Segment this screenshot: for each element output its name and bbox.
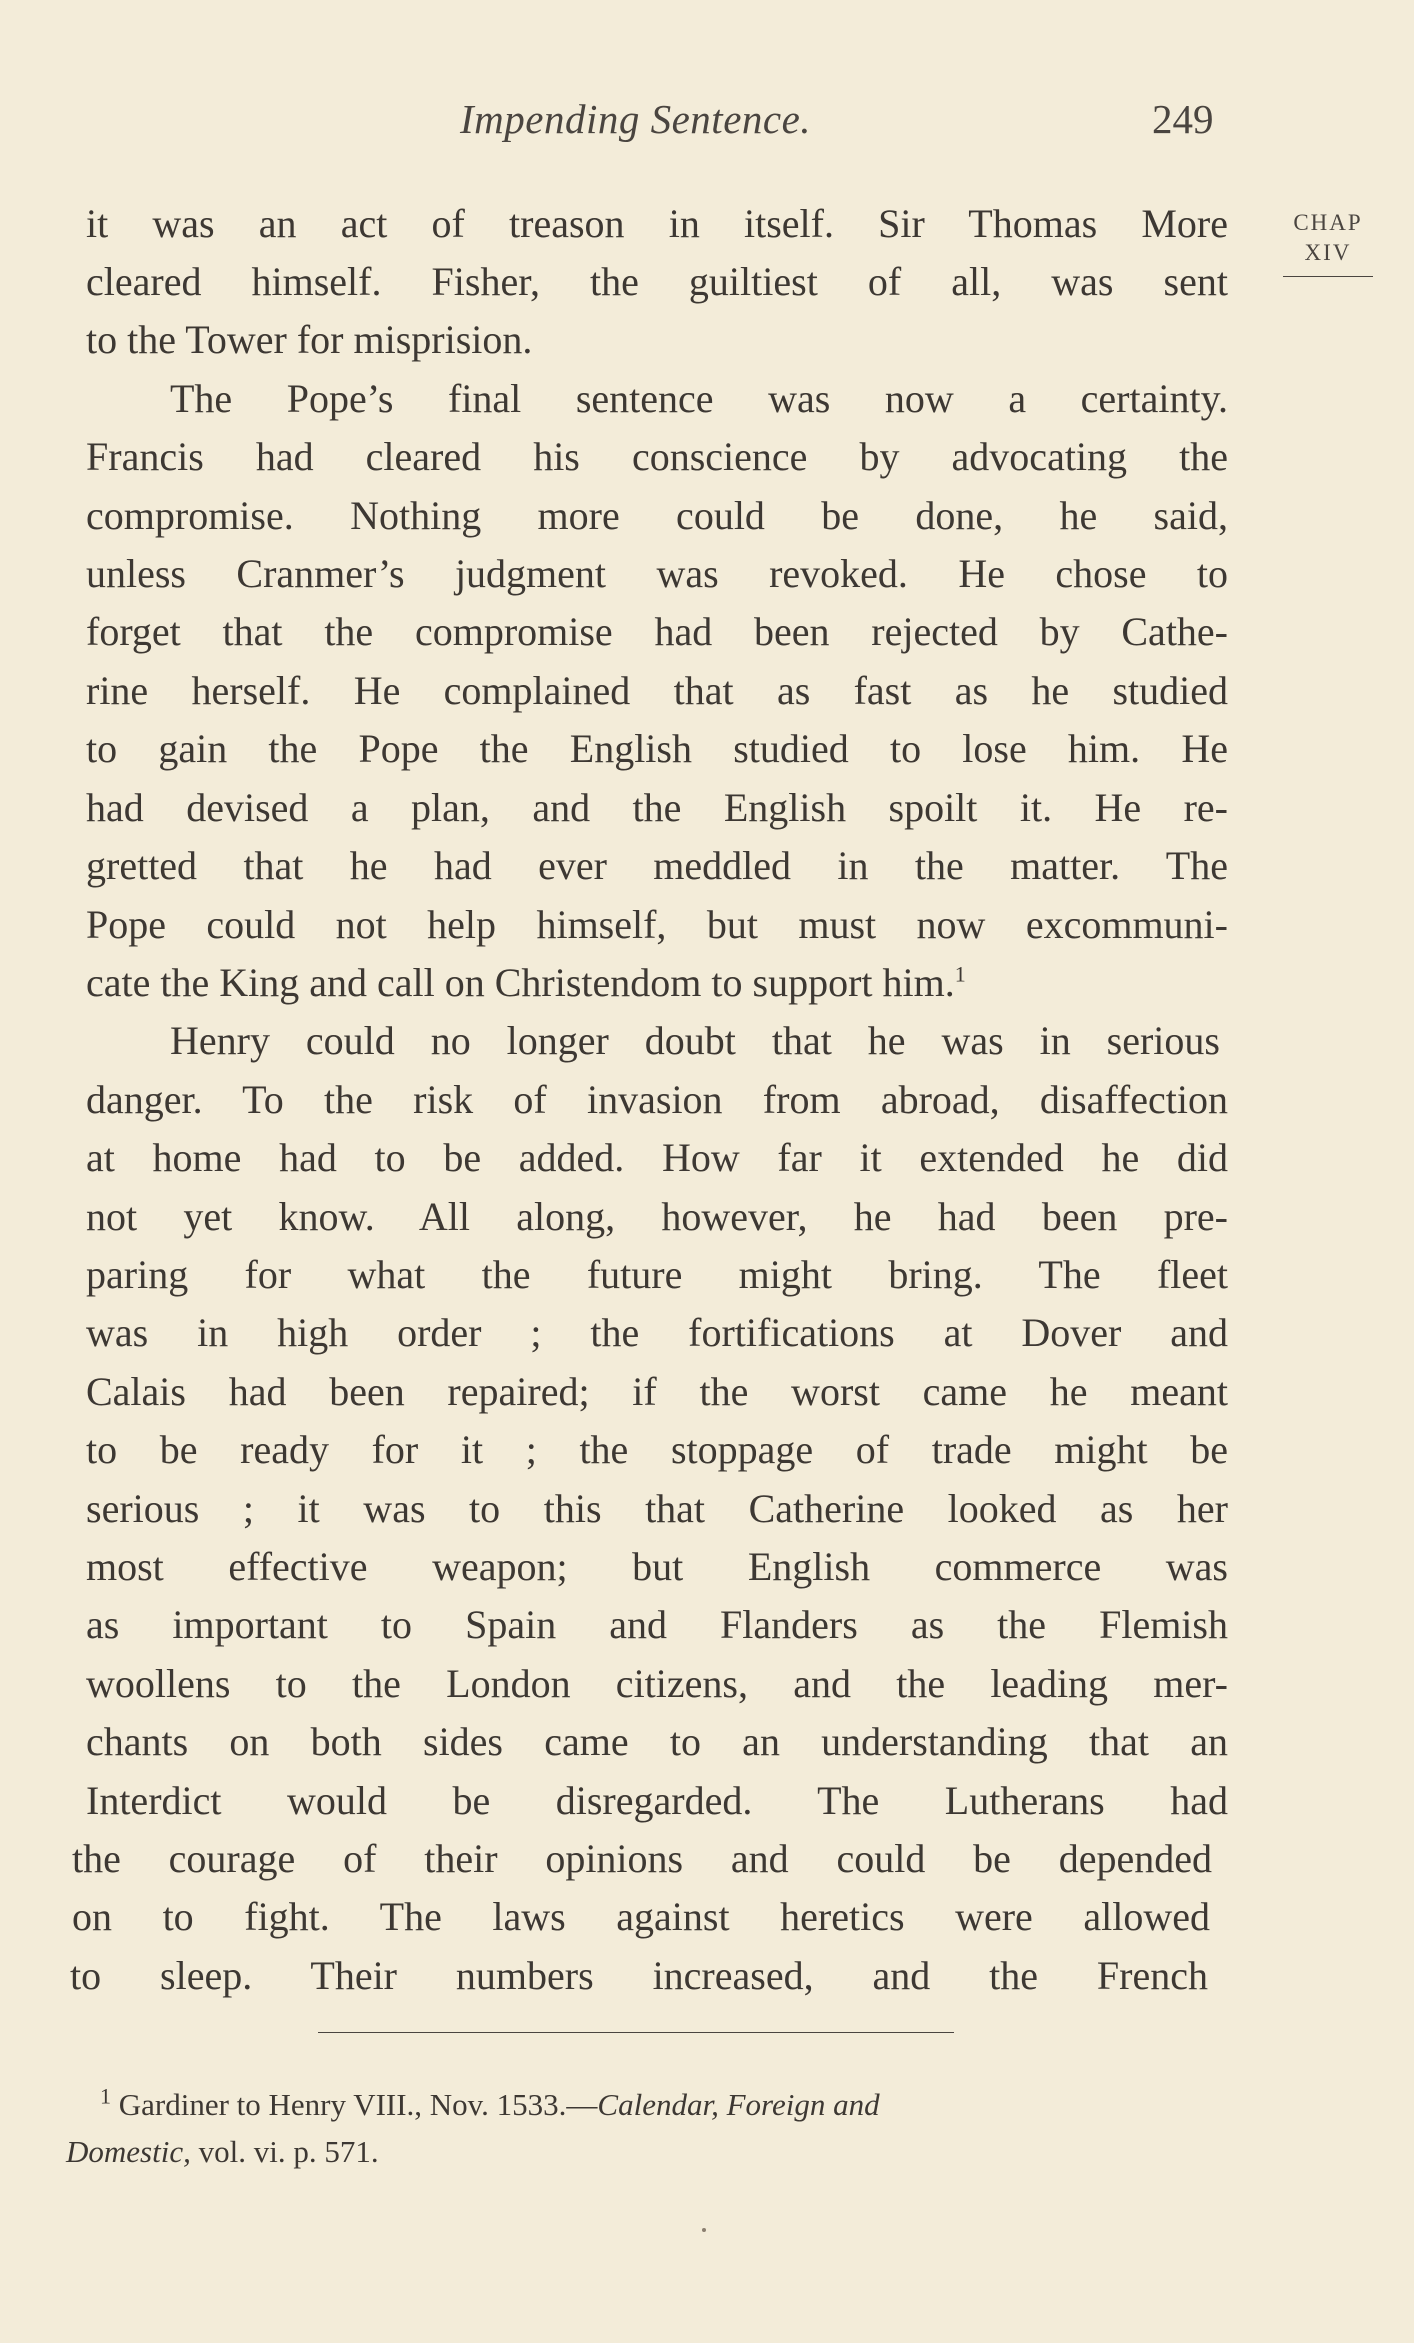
body-line: gretted that he had ever meddled in the matter. The — [86, 843, 1228, 888]
body-line: cleared himself. Fisher, the guiltiest of all, was sent — [86, 259, 1228, 304]
running-head-title: Impending Sentence. — [460, 96, 812, 142]
body-line: paring for what the future might bring. The fleet — [86, 1252, 1228, 1297]
body-line: serious ; it was to this that Catherine looked as her — [86, 1486, 1228, 1531]
body-line: woollens to the London citizens, and the leading mer- — [86, 1661, 1228, 1706]
chapter-margin-note — [1283, 208, 1373, 277]
footnote-line-2 — [66, 2130, 1216, 2174]
body-line: on to fight. The laws against heretics were allowed — [72, 1894, 1210, 1939]
footnote-line-1 — [100, 2083, 1210, 2127]
body-line-with-note — [86, 954, 1228, 1012]
chapter-label: CHAP — [1293, 210, 1363, 235]
body-line: to gain the Pope the English studied to lose him. He — [86, 726, 1228, 771]
paragraph-first-line: Henry could no longer doubt that he was in serious — [170, 1018, 1220, 1063]
body-line: at home had to be added. How far it extended he did — [86, 1135, 1228, 1180]
paragraph-first-line: The Pope’s final sentence was now a certainty. — [170, 376, 1228, 421]
body-line: rine herself. He complained that as fast as he studied — [86, 668, 1228, 713]
body-line-text: cate the King and call on Christendom to support him. — [86, 960, 955, 1005]
footnote-volume: vol. vi. p. 571. — [198, 2134, 379, 2169]
footnote-citation: Calendar, Foreign and — [597, 2087, 880, 2122]
chapter-rule — [1283, 276, 1373, 277]
footnote-separator — [318, 2032, 954, 2033]
body-line: was in high order ; the fortifications at Dover and — [86, 1310, 1228, 1355]
body-line: Calais had been repaired; if the worst came he meant — [86, 1369, 1228, 1414]
body-line: Pope could not help himself, but must now excommuni- — [86, 902, 1228, 947]
body-line: chants on both sides came to an understanding that an — [86, 1719, 1228, 1764]
body-line: most effective weapon; but English commerce was — [86, 1544, 1228, 1589]
footnote-text: Gardiner to Henry VIII., Nov. 1533.— — [118, 2087, 598, 2122]
body-line: to the Tower for misprision. — [86, 317, 533, 362]
footnote-citation-cont: Domestic, — [66, 2134, 191, 2169]
paper-speck — [702, 2228, 706, 2232]
footnote-number: 1 — [100, 2083, 111, 2109]
body-line: it was an act of treason in itself. Sir Thomas More — [86, 201, 1228, 246]
body-line: the courage of their opinions and could be depended — [72, 1836, 1212, 1881]
body-line: not yet know. All along, however, he had been pre- — [86, 1194, 1228, 1239]
body-line: Francis had cleared his conscience by advocating the — [86, 434, 1228, 479]
body-line: compromise. Nothing more could be done, he said, — [86, 493, 1228, 538]
chapter-numeral: XIV — [1304, 240, 1352, 265]
body-line: to sleep. Their numbers increased, and the French — [70, 1953, 1208, 1998]
body-line: to be ready for it ; the stoppage of trade might be — [86, 1427, 1228, 1472]
body-line: Interdict would be disregarded. The Lutherans had — [86, 1778, 1228, 1823]
footnote-marker: 1 — [954, 961, 966, 987]
body-line: forget that the compromise had been rejected by Cathe- — [86, 609, 1228, 654]
page-number: 249 — [1152, 96, 1214, 142]
body-line: had devised a plan, and the English spoilt it. He re- — [86, 785, 1228, 830]
body-line: danger. To the risk of invasion from abroad, disaffection — [86, 1077, 1228, 1122]
body-line: as important to Spain and Flanders as the Flemish — [86, 1602, 1228, 1647]
body-line: unless Cranmer’s judgment was revoked. He chose to — [86, 551, 1228, 596]
